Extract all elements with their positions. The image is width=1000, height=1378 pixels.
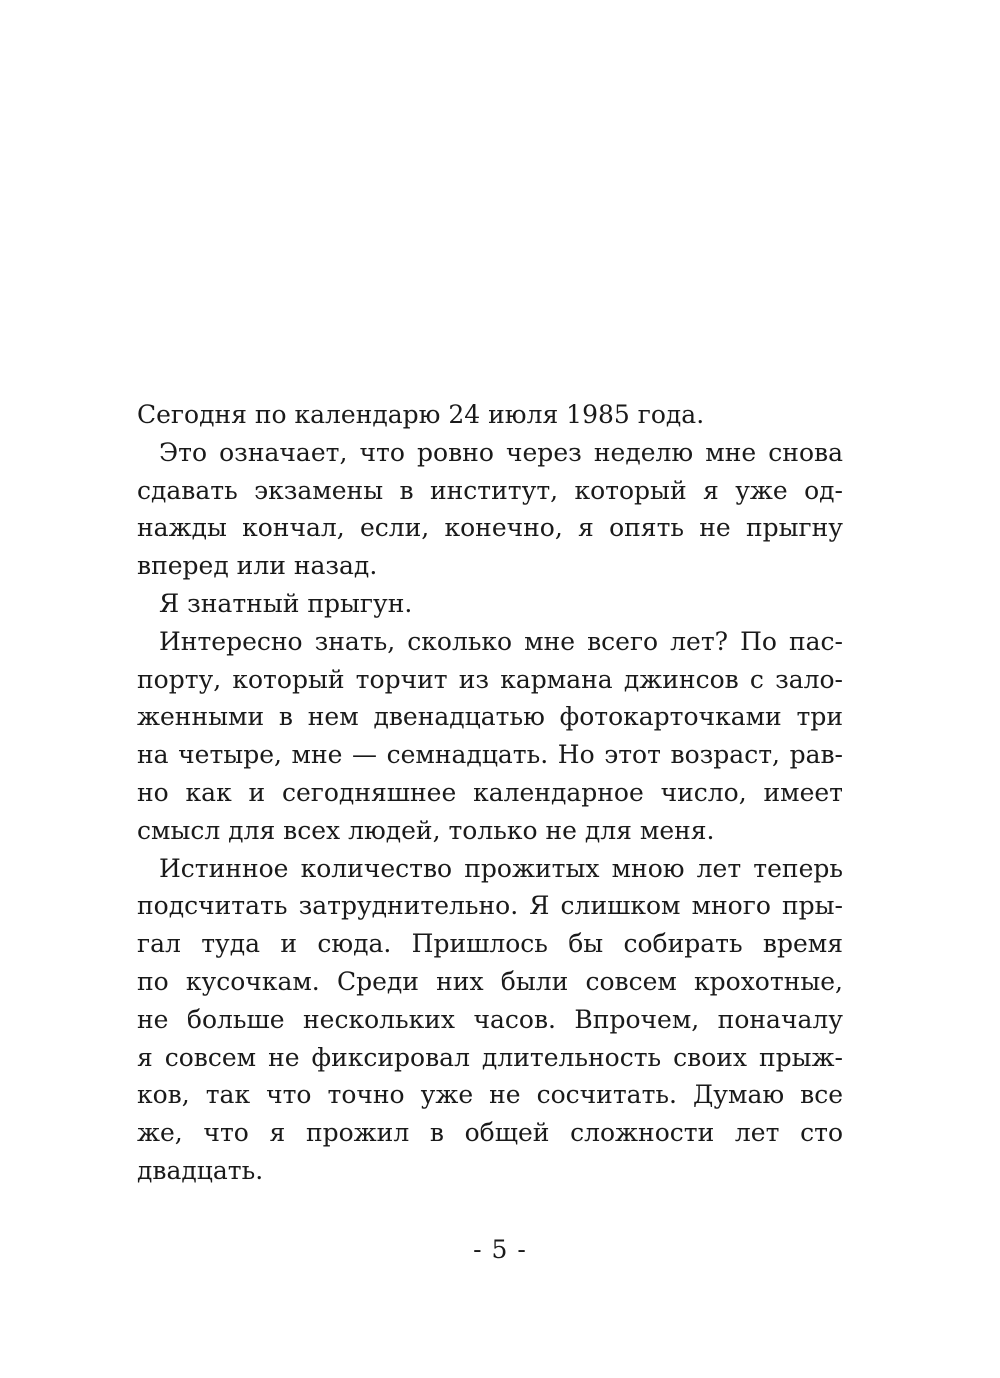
- text-line: не больше нескольких часов. Впрочем, поначалу: [137, 1004, 843, 1034]
- text-line: нажды кончал, если, конечно, я опять не прыгну: [137, 513, 843, 543]
- text-line: Истинное количество прожитых мною лет теперь: [159, 853, 843, 883]
- text-line: Сегодня по календарю 24 июля 1985 года.: [137, 400, 705, 429]
- body-text: [137, 396, 843, 1190]
- text-line: смысл для всех людей, только не для меня.: [137, 815, 715, 845]
- text-line: порту, который торчит из кармана джинсов с зало-: [137, 664, 843, 694]
- text-line: двадцать.: [137, 1155, 264, 1185]
- text-line: вперед или назад.: [137, 551, 378, 581]
- text-line: но как и сегодняшнее календарное число, имеет: [137, 777, 843, 807]
- text-line: же, что я прожил в общей сложности лет сто: [137, 1118, 843, 1148]
- text-line: Интересно знать, сколько мне всего лет? По пас-: [159, 626, 843, 656]
- text-line: сдавать экзамены в институт, который я уже од-: [137, 475, 843, 505]
- text-line: подсчитать затруднительно. Я слишком много пры-: [137, 891, 843, 921]
- text-line: женными в нем двенадцатью фотокарточками три: [137, 702, 843, 732]
- text-line: ков, так что точно уже не сосчитать. Думаю все: [137, 1080, 843, 1110]
- page-number: - 5 -: [473, 1235, 527, 1264]
- text-line: по кусочкам. Среди них были совсем крохотные,: [137, 966, 843, 996]
- text-line: я совсем не фиксировал длительность своих прыж-: [137, 1042, 843, 1072]
- text-line: на четыре, мне — семнадцать. Но этот возраст, рав-: [137, 740, 843, 770]
- text-line: Я знатный прыгун.: [159, 588, 413, 618]
- text-line: Это означает, что ровно через неделю мне снова: [159, 437, 843, 467]
- text-line: гал туда и сюда. Пришлось бы собирать время: [137, 929, 843, 959]
